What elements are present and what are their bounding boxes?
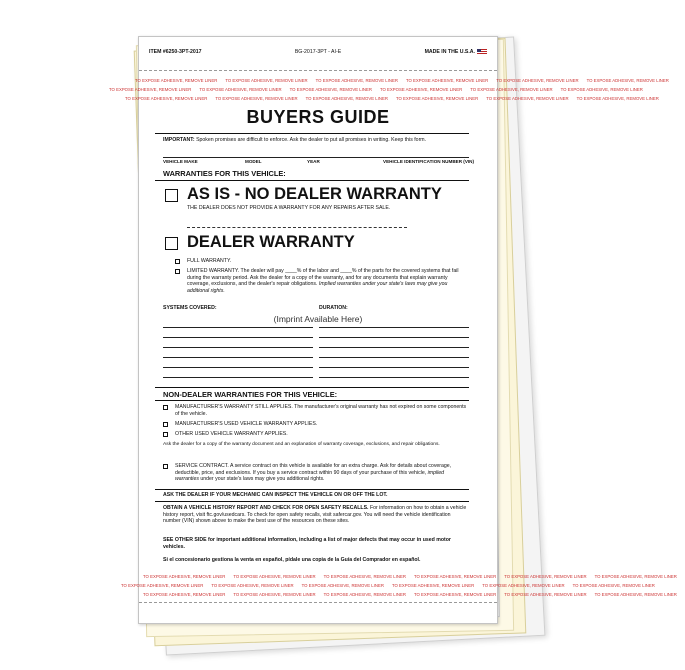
systems-line[interactable]: [163, 327, 313, 328]
systems-line[interactable]: [163, 357, 313, 358]
systems-line[interactable]: [163, 337, 313, 338]
item-number: ITEM #6250-3PT-2017: [149, 49, 202, 55]
form-code: BG-2017-3PT - AI-E: [294, 49, 342, 55]
perforation-line: [139, 602, 497, 603]
dealer-warranty-title: DEALER WARRANTY: [187, 233, 355, 251]
form-header: [149, 49, 487, 59]
duration-line[interactable]: [319, 377, 469, 378]
used-vehicle-warranty-checkbox[interactable]: [163, 422, 168, 427]
mechanic-text: ASK THE DEALER IF YOUR MECHANIC CAN INSPECT THE VEHICLE ON OR OFF THE LOT.: [163, 492, 388, 498]
other-side-text: SEE OTHER SIDE for important additional information, including a list of major defects that may occur in used motor vehicles.: [163, 537, 451, 550]
vehicle-info-line[interactable]: [163, 157, 469, 158]
page-title: BUYERS GUIDE: [246, 107, 390, 127]
history-text: OBTAIN A VEHICLE HISTORY REPORT AND CHECK FOR OPEN SAFETY RECALLS. For information on how to obtain a vehicle history report, visit ftc.gov/usedcars. To check for open safety recalls, visit safercar.gov. You will need the vehicle identification number (VIN) shown above to make the best use of the resources on these sites.: [163, 505, 467, 525]
manufacturer-warranty-checkbox[interactable]: [163, 405, 168, 410]
used-vehicle-warranty-text: MANUFACTURER'S USED VEHICLE WARRANTY APPLIES.: [175, 421, 318, 427]
imprint-area: (Imprint Available Here): [273, 314, 363, 324]
non-dealer-top-rule: [155, 387, 469, 388]
systems-line[interactable]: [163, 377, 313, 378]
as-is-title: AS IS - NO DEALER WARRANTY: [187, 185, 442, 203]
as-is-text: THE DEALER DOES NOT PROVIDE A WARRANTY FOR ANY REPAIRS AFTER SALE.: [187, 205, 391, 211]
dealer-warranty-checkbox[interactable]: [165, 237, 178, 250]
perforation-line: [139, 70, 497, 71]
buyers-guide-form: [109, 36, 677, 624]
full-warranty-checkbox[interactable]: [175, 259, 180, 264]
us-flag-icon: [477, 49, 487, 55]
liner-strip-bottom[interactable]: TO EXPOSE ADHESIVE, REMOVE LINER TO EXPOSE ADHESIVE, REMOVE LINER TO EXPOSE ADHESIVE, REMOVE LINER TO EXPOSE ADHESIVE, REMOVE LINER TO EXPOSE ADHESIVE, REMOVE LINER TO EXPOSE ADHESIVE, REMOVE LINER: [121, 583, 655, 588]
liner-strip-bottom[interactable]: TO EXPOSE ADHESIVE, REMOVE LINER TO EXPOSE ADHESIVE, REMOVE LINER TO EXPOSE ADHESIVE, REMOVE LINER TO EXPOSE ADHESIVE, REMOVE LINER TO EXPOSE ADHESIVE, REMOVE LINER TO EXPOSE ADHESIVE, REMOVE LINER: [143, 574, 677, 579]
duration-line[interactable]: [319, 357, 469, 358]
non-dealer-heading: NON-DEALER WARRANTIES FOR THIS VEHICLE:: [163, 390, 338, 399]
service-contract-text: SERVICE CONTRACT. A service contract on this vehicle is available for an extra charge. Ask for details about coverage, deductible, price, and exclusions. If you buy a service contract within 90 days of your purchase of this vehicle, implied warranties under your state's laws may give you additional rights.: [175, 463, 452, 483]
service-contract-checkbox[interactable]: [163, 464, 168, 469]
duration-line[interactable]: [319, 337, 469, 338]
duration-line[interactable]: [319, 327, 469, 328]
field-year: YEAR: [307, 159, 320, 164]
systems-covered-label: SYSTEMS COVERED:: [163, 305, 217, 311]
warranties-rule: [155, 180, 469, 181]
warranties-heading: WARRANTIES FOR THIS VEHICLE:: [163, 169, 286, 178]
liner-strip-top[interactable]: TO EXPOSE ADHESIVE, REMOVE LINER TO EXPOSE ADHESIVE, REMOVE LINER TO EXPOSE ADHESIVE, REMOVE LINER TO EXPOSE ADHESIVE, REMOVE LINER TO EXPOSE ADHESIVE, REMOVE LINER TO EXPOSE ADHESIVE, REMOVE LINER: [135, 78, 669, 83]
made-in-label: MADE IN THE U.S.A.: [424, 49, 475, 55]
limited-warranty-text: LIMITED WARRANTY. The dealer will pay ____% of the labor and ____% of the parts for the covered systems that fail during the warranty period. Ask the dealer for a copy of the warranty, and for any documents that explain warranty coverage, exclusions, and the dealer's repair obligations. Implied warranties under your state's laws may give you additional rights.: [187, 268, 459, 294]
dashed-divider: [187, 227, 407, 228]
as-is-checkbox[interactable]: [165, 189, 178, 202]
spanish-text: Si el concesionario gestiona la venta en español, pídale una copia de la Guía del Comprador en español.: [163, 557, 421, 563]
duration-line[interactable]: [319, 347, 469, 348]
mechanic-top-rule: [155, 489, 469, 490]
limited-warranty-checkbox[interactable]: [175, 269, 180, 274]
other-warranty-checkbox[interactable]: [163, 432, 168, 437]
other-warranty-text: OTHER USED VEHICLE WARRANTY APPLIES.: [175, 431, 288, 437]
important-note: IMPORTANT: Spoken promises are difficult to enforce. Ask the dealer to put all promises in writing. Keep this form.: [163, 137, 427, 143]
field-vehicle-make: VEHICLE MAKE: [163, 159, 198, 164]
manufacturer-warranty-text: MANUFACTURER'S WARRANTY STILL APPLIES. The manufacturer's original warranty has not expired on some components of the vehicle.: [175, 404, 467, 417]
systems-line[interactable]: [163, 367, 313, 368]
full-warranty-label: FULL WARRANTY.: [187, 258, 232, 264]
field-model: MODEL: [245, 159, 262, 164]
duration-line[interactable]: [319, 367, 469, 368]
liner-strip-top[interactable]: TO EXPOSE ADHESIVE, REMOVE LINER TO EXPOSE ADHESIVE, REMOVE LINER TO EXPOSE ADHESIVE, REMOVE LINER TO EXPOSE ADHESIVE, REMOVE LINER TO EXPOSE ADHESIVE, REMOVE LINER TO EXPOSE ADHESIVE, REMOVE LINER: [125, 96, 659, 101]
systems-line[interactable]: [163, 347, 313, 348]
ask-copy-text: Ask the dealer for a copy of the warranty document and an explanation of warranty coverage, exclusions, and repair obligations.: [163, 442, 440, 447]
liner-strip-bottom[interactable]: TO EXPOSE ADHESIVE, REMOVE LINER TO EXPOSE ADHESIVE, REMOVE LINER TO EXPOSE ADHESIVE, REMOVE LINER TO EXPOSE ADHESIVE, REMOVE LINER TO EXPOSE ADHESIVE, REMOVE LINER TO EXPOSE ADHESIVE, REMOVE LINER: [143, 592, 677, 597]
title-rule: [155, 133, 469, 134]
mechanic-rule: [155, 501, 469, 502]
duration-label: DURATION:: [319, 305, 348, 311]
non-dealer-rule: [155, 400, 469, 401]
liner-strip-top[interactable]: TO EXPOSE ADHESIVE, REMOVE LINER TO EXPOSE ADHESIVE, REMOVE LINER TO EXPOSE ADHESIVE, REMOVE LINER TO EXPOSE ADHESIVE, REMOVE LINER TO EXPOSE ADHESIVE, REMOVE LINER TO EXPOSE ADHESIVE, REMOVE LINER: [109, 87, 643, 92]
field-vin: VEHICLE IDENTIFICATION NUMBER (VIN): [383, 159, 475, 164]
